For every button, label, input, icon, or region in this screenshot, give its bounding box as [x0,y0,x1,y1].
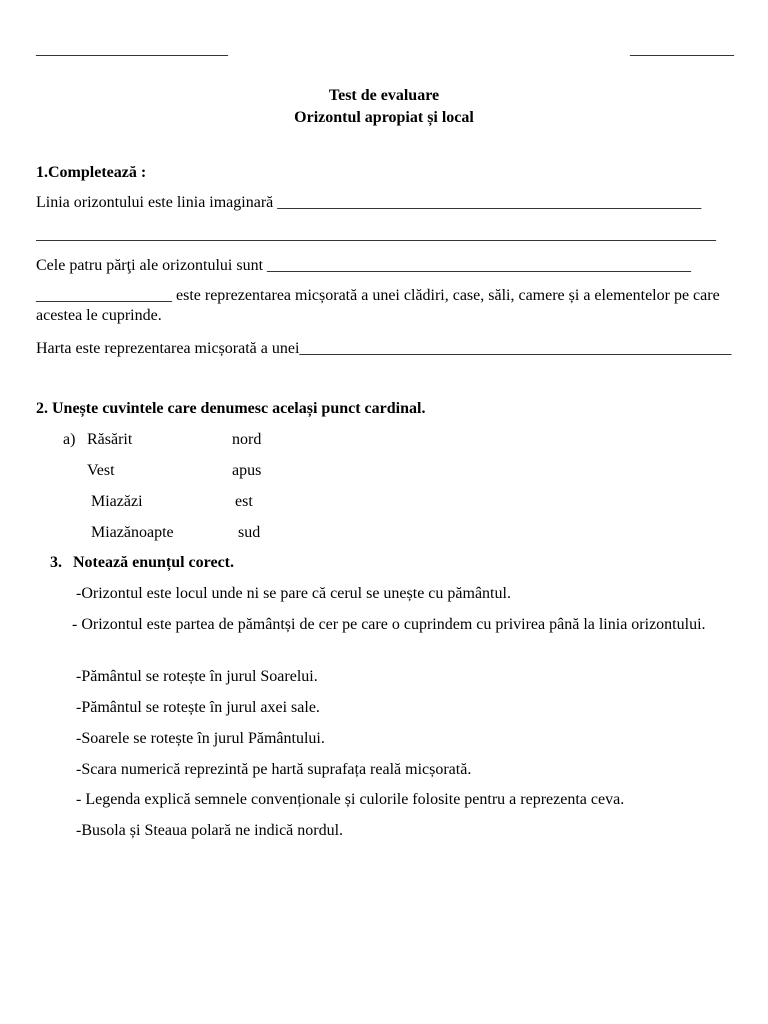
statement[interactable]: - Orizontul este partea de pământși de cer pe care o cuprindem cu privirea până la linia orizontului. [72,616,706,633]
match-right-item[interactable]: est [235,493,253,510]
match-left-item[interactable]: Miazăzi [91,493,143,510]
name-blank[interactable]: ________________________ [36,41,228,58]
fill-line[interactable]: _____________________________________________________________________________________ [36,226,716,243]
statement[interactable]: -Soarele se rotește în jurul Pământului. [76,730,325,747]
section1-heading: 1.Completează : [36,164,147,181]
date-blank[interactable]: _____________ [630,41,734,58]
page-subtitle: Orizontul apropiat și local [294,109,474,126]
section2-heading: 2. Unește cuvintele care denumesc același punct cardinal. [36,400,426,417]
match-left-item[interactable]: Răsărit [87,431,133,448]
section3-heading: Notează enunțul corect. [73,554,234,571]
statement[interactable]: -Busola și Steaua polară ne indică nordul. [76,822,344,839]
match-right-item[interactable]: nord [232,431,262,448]
fill-line[interactable]: Linia orizontului este linia imaginară _____________________________________________________ [36,194,702,211]
statement[interactable]: - Legenda explică semnele convenționale și culorile folosite pentru a reprezenta ceva. [76,791,625,808]
statement[interactable]: -Orizontul este locul unde ni se pare că cerul se unește cu pământul. [76,585,511,602]
match-right-item[interactable]: apus [232,462,262,479]
statement[interactable]: -Scara numerică reprezintă pe hartă suprafața reală micșorată. [76,761,472,778]
fill-line[interactable]: _________________ este reprezentarea micșorată a unei clădiri, case, săli, camere și a elementelor pe care acestea le cuprinde. [36,287,720,324]
match-left-item[interactable]: Miazănoapte [91,524,174,541]
match-right-item[interactable]: sud [238,524,261,541]
page-title: Test de evaluare [328,87,440,104]
fill-line[interactable]: Harta este reprezentarea micșorată a unei______________________________________________________ [36,340,732,357]
section3-number: 3. [50,554,62,571]
item-marker: a) [63,431,76,448]
match-left-item[interactable]: Vest [87,462,115,479]
statement[interactable]: -Pământul se rotește în jurul Soarelui. [76,668,318,685]
statement[interactable]: -Pământul se rotește în jurul axei sale. [76,699,320,716]
fill-line[interactable]: Cele patru părţi ale orizontului sunt _____________________________________________________ [36,257,692,274]
